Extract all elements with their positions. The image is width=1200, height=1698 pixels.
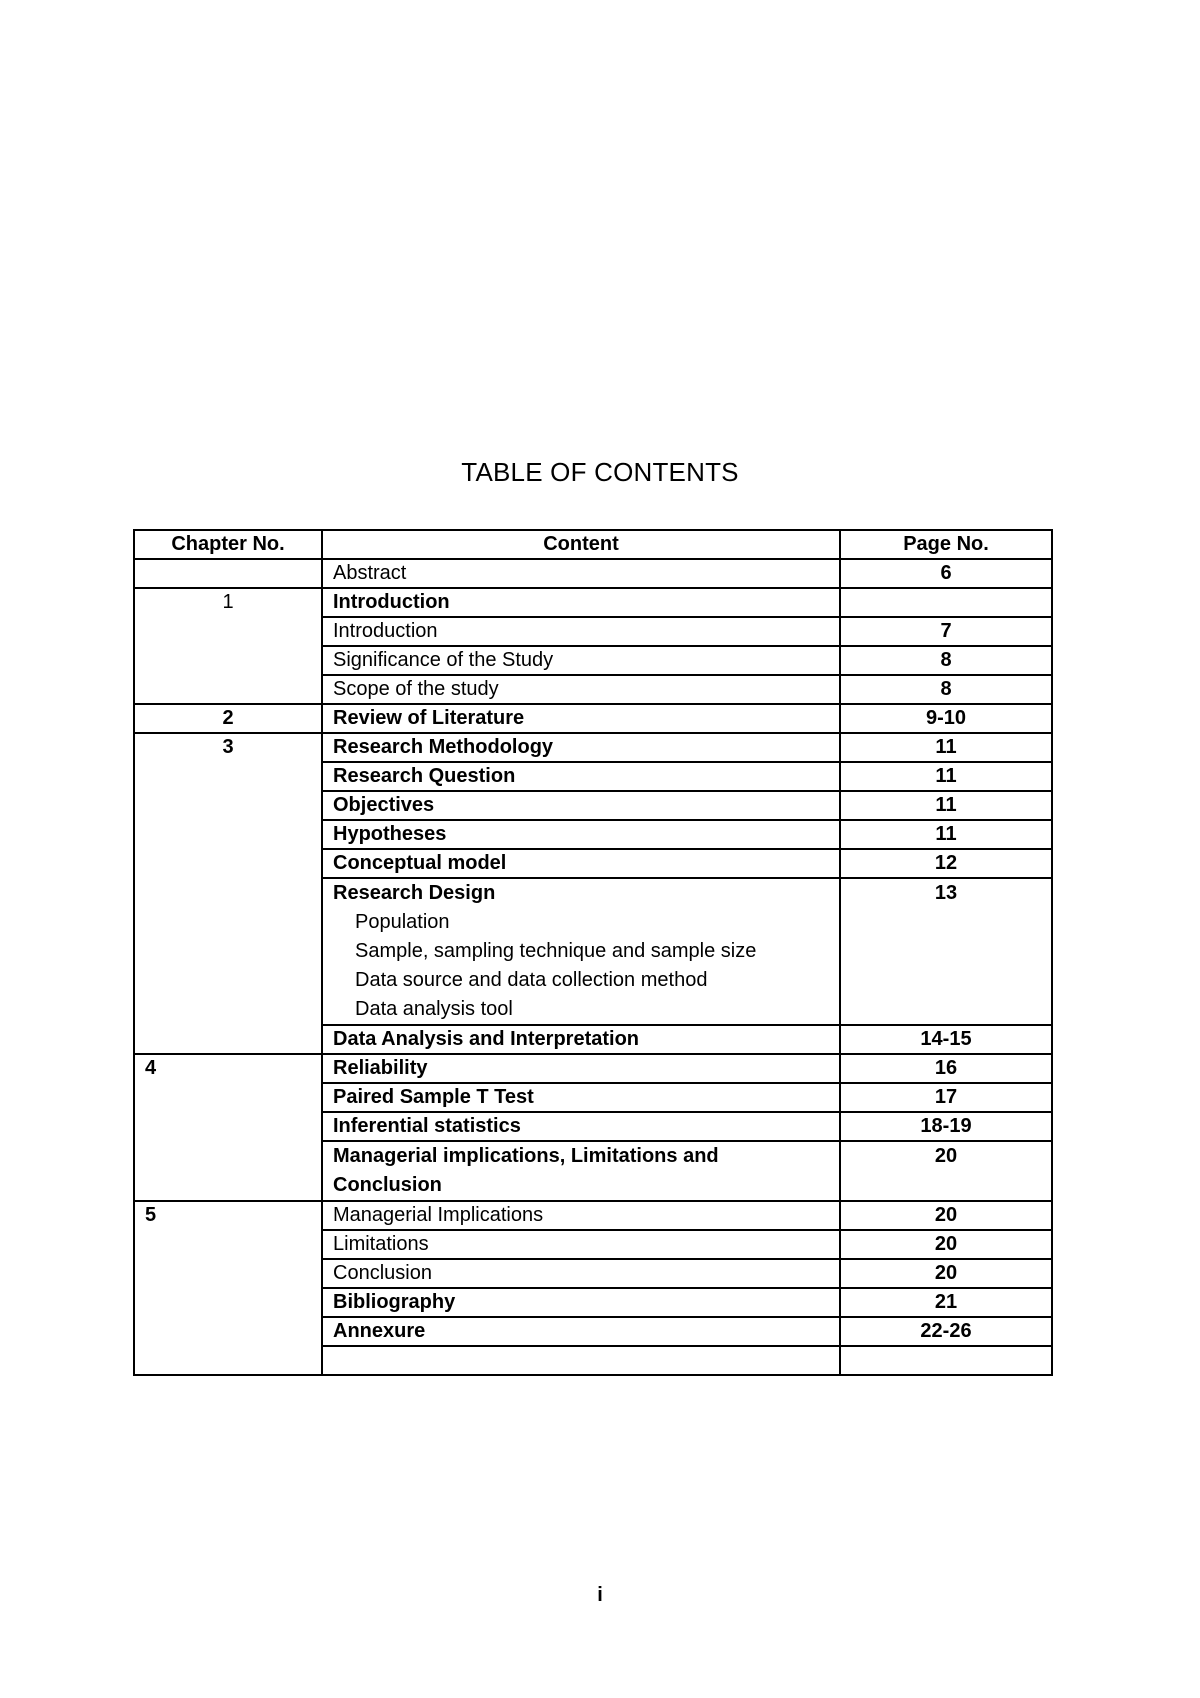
- content-cell: Managerial Implications: [322, 1201, 840, 1230]
- page-cell: [840, 1346, 1052, 1375]
- table-row: [134, 704, 1052, 733]
- table-row: [134, 559, 1052, 588]
- content-cell: Managerial implications, Limitations and Conclusion: [322, 1141, 840, 1201]
- page-cell: 11: [840, 791, 1052, 820]
- page-cell: 20: [840, 1201, 1052, 1230]
- page-cell: 6: [840, 559, 1052, 588]
- page-cell: 8: [840, 646, 1052, 675]
- sub-item: Data source and data collection method: [355, 969, 708, 991]
- table-header-row: [134, 530, 1052, 559]
- page-cell: 21: [840, 1288, 1052, 1317]
- table-row: [134, 733, 1052, 762]
- content-cell: Review of Literature: [322, 704, 840, 733]
- content-cell: Annexure: [322, 1317, 840, 1346]
- content-cell: Scope of the study: [322, 675, 840, 704]
- content-cell: Research Methodology: [322, 733, 840, 762]
- document-title: TABLE OF CONTENTS: [461, 457, 739, 487]
- chapter-cell: 3: [134, 733, 322, 1054]
- content-cell: [322, 1346, 840, 1375]
- page-cell: 18-19: [840, 1112, 1052, 1141]
- content-cell: Paired Sample T Test: [322, 1083, 840, 1112]
- sub-item: Population: [355, 911, 450, 933]
- content-cell: Conclusion: [322, 1259, 840, 1288]
- table-row: [134, 1054, 1052, 1083]
- content-cell: Limitations: [322, 1230, 840, 1259]
- page-cell: 9-10: [840, 704, 1052, 733]
- page-cell: 11: [840, 733, 1052, 762]
- page-cell: 16: [840, 1054, 1052, 1083]
- page-cell: 7: [840, 617, 1052, 646]
- page-cell: 11: [840, 820, 1052, 849]
- header-page-no: Page No.: [840, 530, 1052, 559]
- page-cell: 17: [840, 1083, 1052, 1112]
- header-content: Content: [322, 530, 840, 559]
- page-cell: 8: [840, 675, 1052, 704]
- page-cell: [840, 588, 1052, 617]
- page-cell: 20: [840, 1230, 1052, 1259]
- table-of-contents: [133, 529, 1053, 1376]
- table-row: [134, 588, 1052, 617]
- research-design-label: Research Design: [333, 882, 496, 904]
- chapter-cell: 5: [134, 1201, 322, 1375]
- page-cell: 20: [840, 1259, 1052, 1288]
- chapter-cell: 4: [134, 1054, 322, 1201]
- chapter-cell: 2: [134, 704, 322, 733]
- content-cell: Conceptual model: [322, 849, 840, 878]
- content-cell: Research Question: [322, 762, 840, 791]
- content-cell: Introduction: [322, 588, 840, 617]
- content-cell: Abstract: [322, 559, 840, 588]
- page-number: i: [597, 1584, 603, 1606]
- content-cell: Data Analysis and Interpretation: [322, 1025, 840, 1054]
- content-cell: Introduction: [322, 617, 840, 646]
- table-row: [134, 1201, 1052, 1230]
- page-cell: 13: [840, 878, 1052, 1025]
- content-cell: Significance of the Study: [322, 646, 840, 675]
- content-cell: Bibliography: [322, 1288, 840, 1317]
- content-cell: [322, 878, 840, 1025]
- header-chapter-no: Chapter No.: [134, 530, 322, 559]
- page-cell: 11: [840, 762, 1052, 791]
- page-cell: 14-15: [840, 1025, 1052, 1054]
- content-cell: Hypotheses: [322, 820, 840, 849]
- content-cell: Reliability: [322, 1054, 840, 1083]
- chapter-cell: [134, 559, 322, 588]
- sub-item: Sample, sampling technique and sample size: [355, 940, 757, 962]
- page-cell: 20: [840, 1141, 1052, 1201]
- sub-item: Data analysis tool: [355, 998, 513, 1020]
- content-cell: Objectives: [322, 791, 840, 820]
- page-cell: 22-26: [840, 1317, 1052, 1346]
- page-cell: 12: [840, 849, 1052, 878]
- content-cell: Inferential statistics: [322, 1112, 840, 1141]
- chapter-cell: 1: [134, 588, 322, 704]
